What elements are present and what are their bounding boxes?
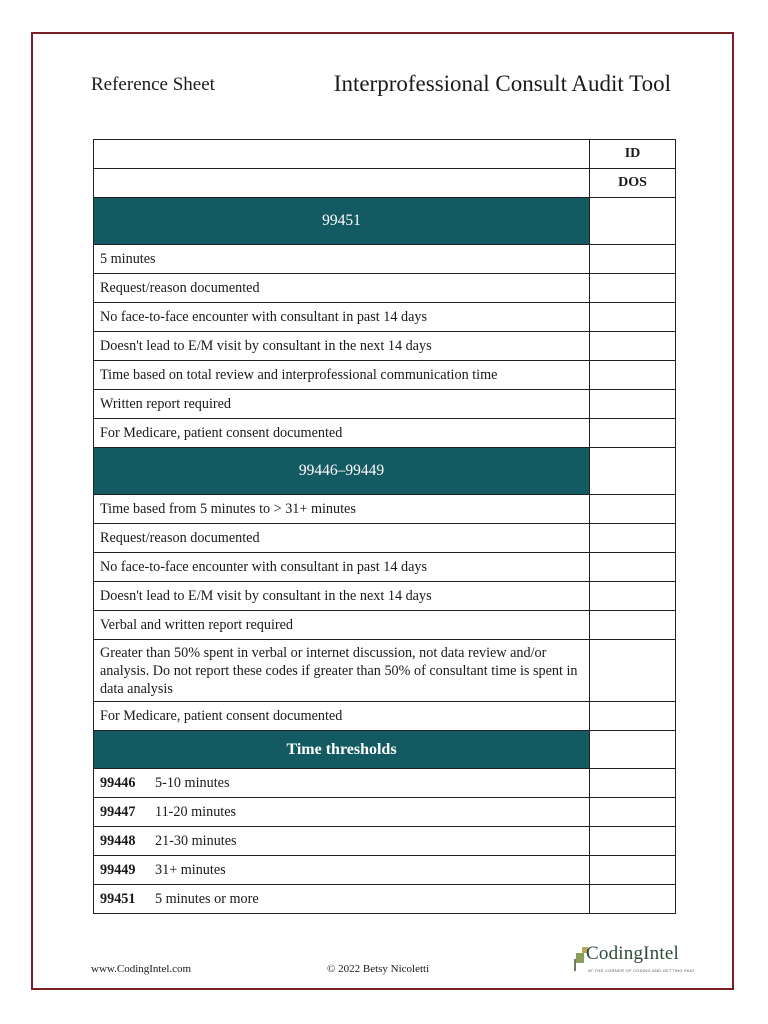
threshold-desc: 31+ minutes bbox=[155, 862, 226, 878]
check-cell[interactable] bbox=[590, 524, 676, 553]
criterion-text: Greater than 50% spent in verbal or internet discussion, not data review and/or analysis. Do not report these codes if greater than 50% of consultant time is spent in data analysis bbox=[94, 640, 590, 702]
check-cell[interactable] bbox=[590, 361, 676, 390]
check-cell[interactable] bbox=[590, 274, 676, 303]
threshold-row bbox=[94, 798, 676, 827]
table-row bbox=[94, 582, 676, 611]
reference-sheet-label: Reference Sheet bbox=[91, 74, 215, 95]
check-cell[interactable] bbox=[590, 582, 676, 611]
table-row bbox=[94, 303, 676, 332]
section-header-99446-99449 bbox=[94, 448, 676, 495]
check-cell[interactable] bbox=[590, 390, 676, 419]
dos-row bbox=[94, 169, 676, 198]
check-cell[interactable] bbox=[590, 495, 676, 524]
check-cell[interactable] bbox=[590, 553, 676, 582]
section-title: Time thresholds bbox=[94, 731, 590, 769]
cpt-code: 99448 bbox=[100, 833, 136, 849]
criterion-text: Time based on total review and interprofessional communication time bbox=[94, 361, 590, 390]
threshold-desc: 5-10 minutes bbox=[155, 775, 230, 791]
threshold-row bbox=[94, 856, 676, 885]
table-row bbox=[94, 419, 676, 448]
check-cell[interactable] bbox=[590, 611, 676, 640]
section-header-99451 bbox=[94, 198, 676, 245]
footer-copyright: © 2022 Betsy Nicoletti bbox=[327, 963, 430, 975]
threshold-row bbox=[94, 827, 676, 856]
criterion-text: Doesn't lead to E/M visit by consultant in the next 14 days bbox=[94, 582, 590, 611]
table-row bbox=[94, 332, 676, 361]
footer-website[interactable]: www.CodingIntel.com bbox=[91, 963, 192, 975]
cpt-code: 99451 bbox=[100, 891, 136, 907]
table-row bbox=[94, 611, 676, 640]
threshold-desc: 11-20 minutes bbox=[155, 804, 237, 820]
section-title: 99446–99449 bbox=[94, 448, 590, 495]
criterion-text: Time based from 5 minutes to > 31+ minutes bbox=[94, 495, 590, 524]
dos-value-cell[interactable] bbox=[94, 169, 590, 198]
threshold-desc: 21-30 minutes bbox=[155, 833, 237, 849]
check-cell[interactable] bbox=[590, 769, 676, 798]
criterion-text: No face-to-face encounter with consultant in past 14 days bbox=[94, 553, 590, 582]
check-cell[interactable] bbox=[590, 198, 676, 245]
table-row bbox=[94, 245, 676, 274]
audit-table bbox=[93, 139, 676, 914]
dos-label: DOS bbox=[590, 169, 676, 198]
table-row bbox=[94, 274, 676, 303]
threshold-row bbox=[94, 769, 676, 798]
check-cell[interactable] bbox=[590, 419, 676, 448]
cpt-code: 99447 bbox=[100, 804, 136, 820]
threshold-desc: 5 minutes or more bbox=[155, 891, 259, 907]
logo-tagline: AT THE CORNER OF CODING AND GETTING PAID bbox=[588, 968, 695, 973]
codingintel-logo bbox=[572, 943, 695, 977]
check-cell[interactable] bbox=[590, 303, 676, 332]
id-value-cell[interactable] bbox=[94, 140, 590, 169]
document-title: Interprofessional Consult Audit Tool bbox=[333, 71, 671, 96]
table-row bbox=[94, 390, 676, 419]
criterion-text: Doesn't lead to E/M visit by consultant in the next 14 days bbox=[94, 332, 590, 361]
section-title: 99451 bbox=[94, 198, 590, 245]
criterion-text: Request/reason documented bbox=[94, 274, 590, 303]
criterion-text: For Medicare, patient consent documented bbox=[94, 419, 590, 448]
id-label: ID bbox=[590, 140, 676, 169]
threshold-row bbox=[94, 885, 676, 914]
check-cell[interactable] bbox=[590, 731, 676, 769]
table-row bbox=[94, 361, 676, 390]
table-row bbox=[94, 702, 676, 731]
criterion-text: Written report required bbox=[94, 390, 590, 419]
check-cell[interactable] bbox=[590, 827, 676, 856]
table-row bbox=[94, 524, 676, 553]
cpt-code: 99449 bbox=[100, 862, 136, 878]
criterion-text: For Medicare, patient consent documented bbox=[94, 702, 590, 731]
check-cell[interactable] bbox=[590, 332, 676, 361]
criterion-text: Request/reason documented bbox=[94, 524, 590, 553]
check-cell[interactable] bbox=[590, 702, 676, 731]
check-cell[interactable] bbox=[590, 798, 676, 827]
table-row bbox=[94, 495, 676, 524]
check-cell[interactable] bbox=[590, 856, 676, 885]
criterion-text: No face-to-face encounter with consultant in past 14 days bbox=[94, 303, 590, 332]
criterion-text: 5 minutes bbox=[94, 245, 590, 274]
section-header-time-thresholds bbox=[94, 731, 676, 769]
check-cell[interactable] bbox=[590, 448, 676, 495]
check-cell[interactable] bbox=[590, 245, 676, 274]
id-row bbox=[94, 140, 676, 169]
cpt-code: 99446 bbox=[100, 775, 136, 791]
table-row bbox=[94, 640, 676, 702]
table-row bbox=[94, 553, 676, 582]
check-cell[interactable] bbox=[590, 885, 676, 914]
criterion-text: Verbal and written report required bbox=[94, 611, 590, 640]
check-cell[interactable] bbox=[590, 640, 676, 702]
logo-text: CodingIntel bbox=[586, 943, 679, 964]
